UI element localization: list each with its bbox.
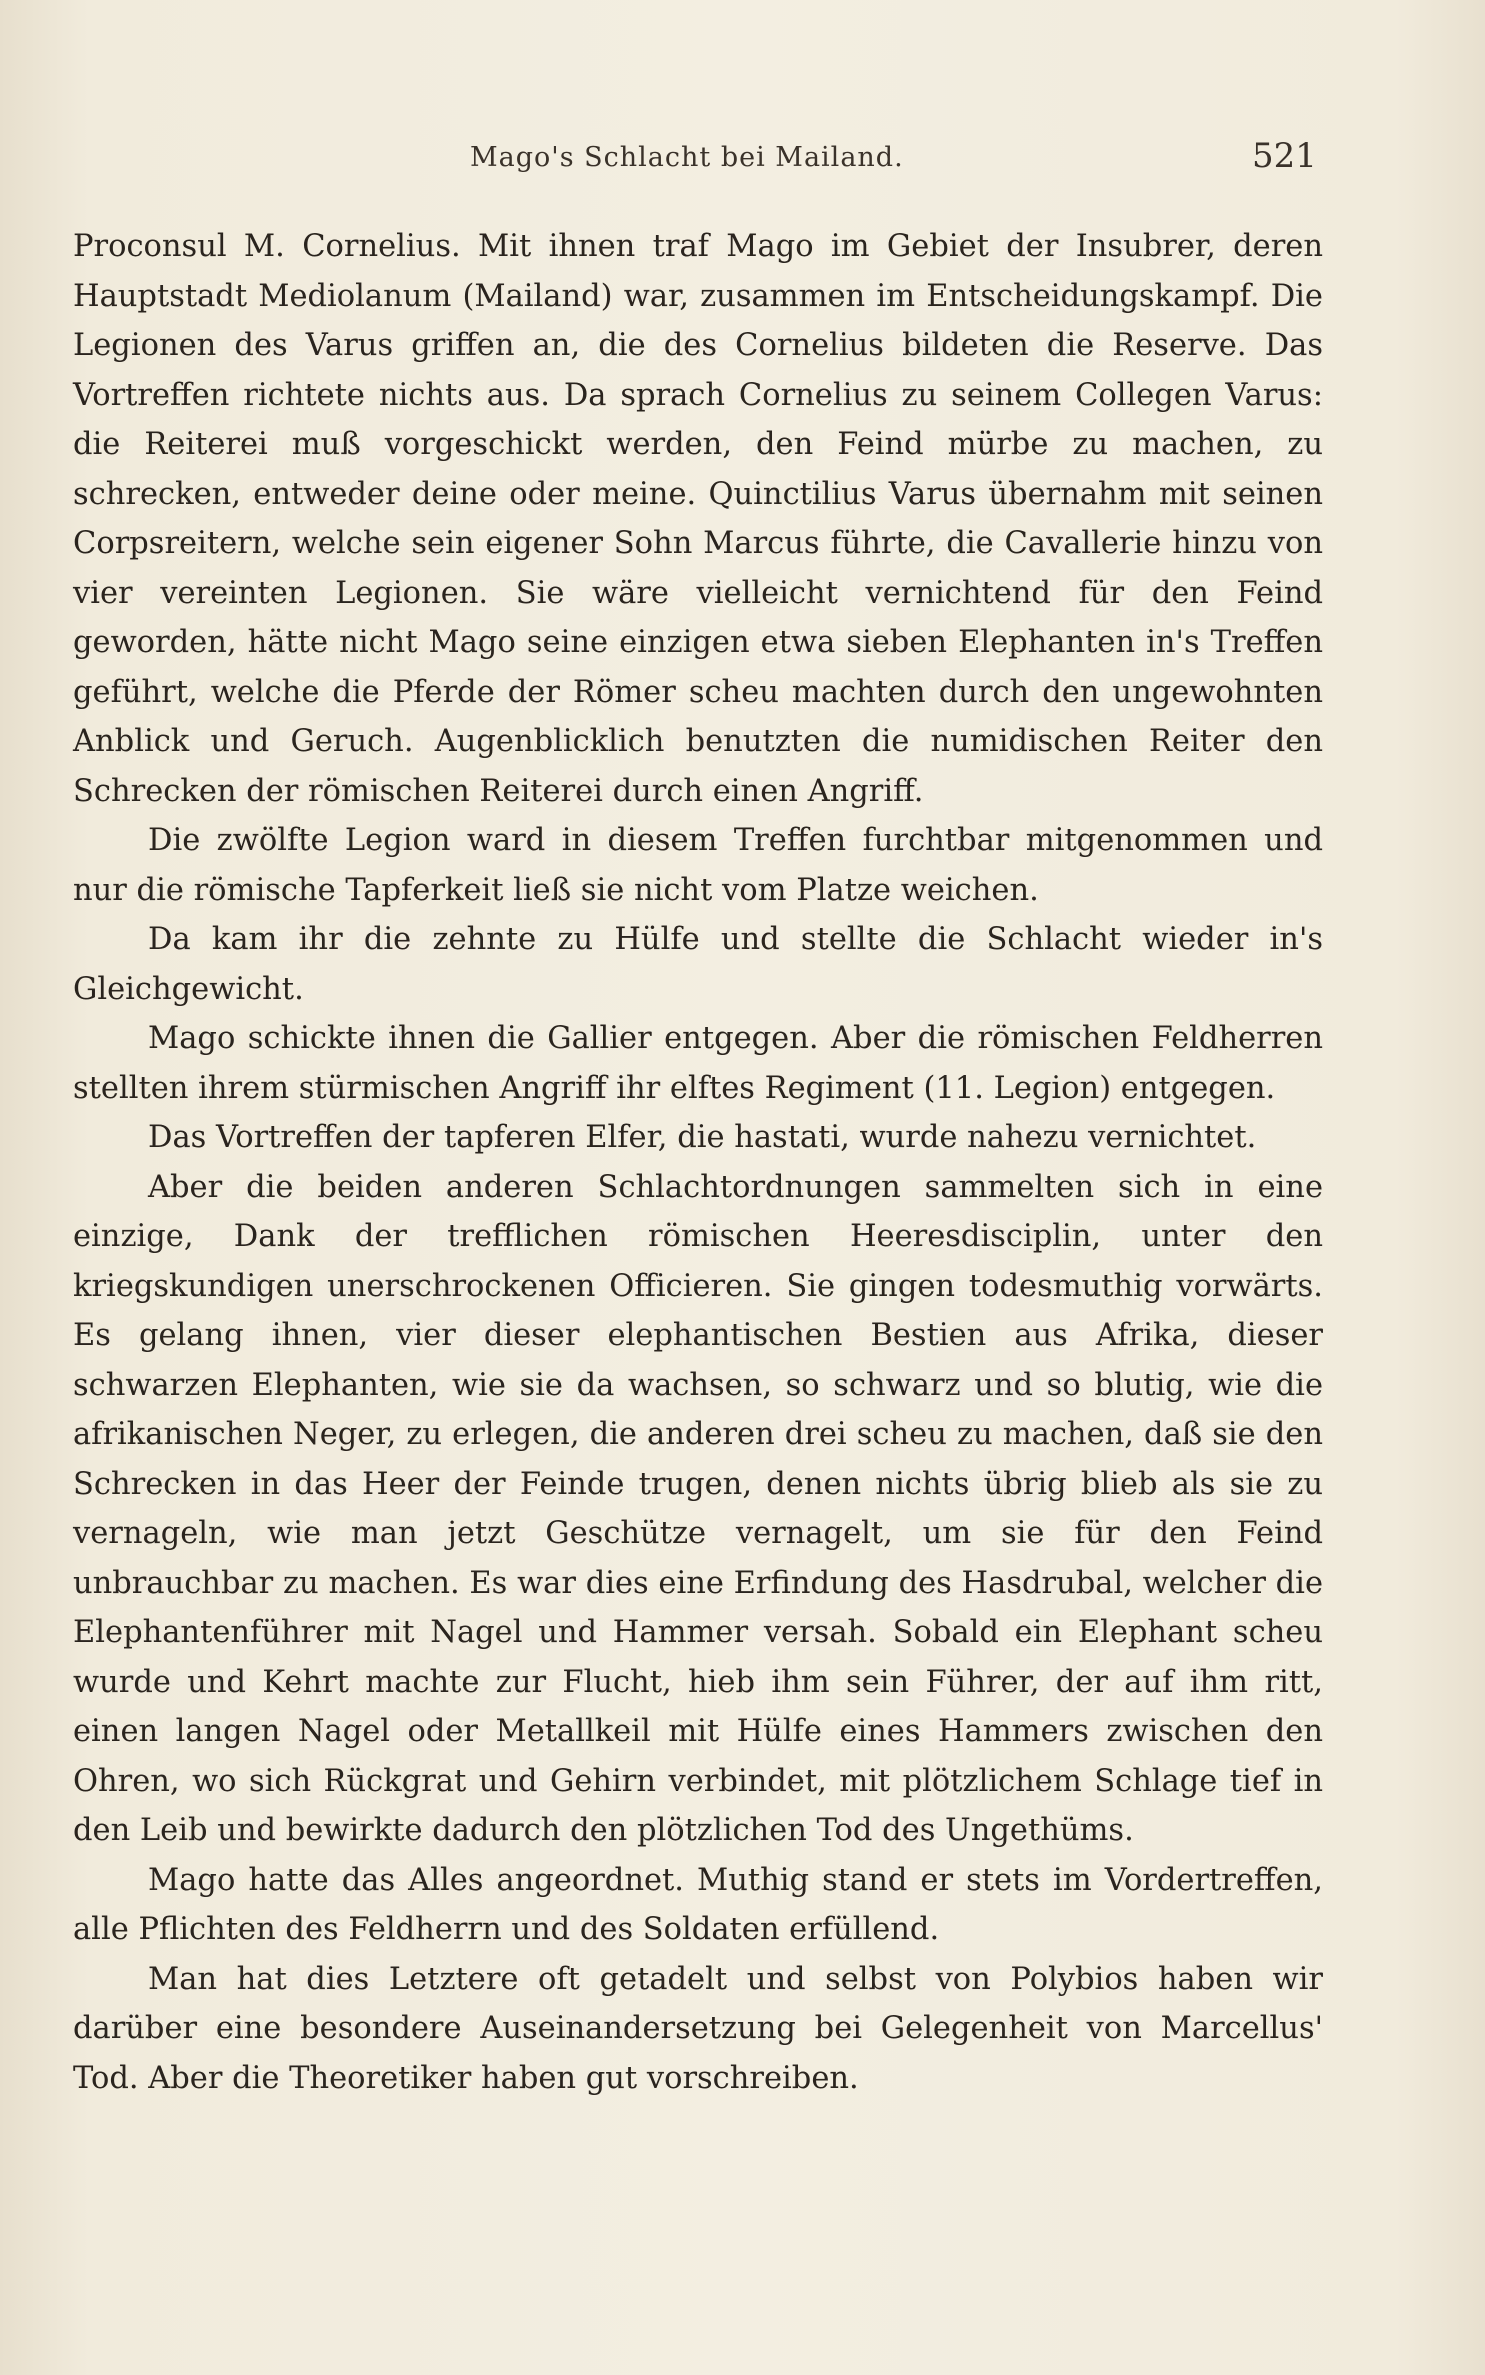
paragraph: Da kam ihr die zehnte zu Hülfe und stellte die Schlacht wieder in's Gleichgewicht. [73, 922, 1323, 1007]
running-title: Mago's Schlacht bei Mailand. [470, 142, 904, 173]
body-text [73, 222, 1323, 2103]
paragraph: Man hat dies Letztere oft getadelt und selbst von Polybios haben wir darüber eine besondere Auseinandersetzung bei Gelegenheit von Marcellus' Tod. Aber die Theoretiker haben gut vorschreiben. [73, 1961, 1323, 2096]
paragraph: Mago schickte ihnen die Gallier entgegen. Aber die römischen Feldherren stellten ihrem stürmischen Angriff ihr elftes Regiment (11. Legion) entgegen. [73, 1021, 1323, 1106]
paragraph: Aber die beiden anderen Schlachtordnungen sammelten sich in eine einzige, Dank der trefflichen römischen Heeresdisciplin, unter den kriegskundigen unerschrockenen Officieren. Sie gingen todesmuthig vorwärts. Es gelang ihnen, vier dieser elephantischen Bestien aus Afrika, dieser schwarzen Elephanten, wie sie da wachsen, so schwarz und so blutig, wie die afrikanischen Neger, zu erlegen, die anderen drei scheu zu machen, daß sie den Schrecken in das Heer der Feinde trugen, denen nichts übrig blieb als sie zu vernageln, wie man jetzt Geschütze vernagelt, um sie für den Feind unbrauchbar zu machen. Es war dies eine Erfindung des Hasdrubal, welcher die Elephantenführer mit Nagel und Hammer versah. Sobald ein Elephant scheu wurde und Kehrt machte zur Flucht, hieb ihm sein Führer, der auf ihm ritt, einen langen Nagel oder Metallkeil mit Hülfe eines Hammers zwischen den Ohren, wo sich Rückgrat und Gehirn verbindet, mit plötzlichem Schlage tief in den Leib und bewirkte dadurch den plötzlichen Tod des Ungethüms. [73, 1169, 1323, 1848]
paragraph: Mago hatte das Alles angeordnet. Muthig stand er stets im Vordertreffen, alle Pflichten des Feldherrn und des Soldaten erfüllend. [73, 1862, 1323, 1947]
paragraph: Das Vortreffen der tapferen Elfer, die hastati, wurde nahezu vernichtet. [148, 1120, 1257, 1155]
paragraph: Proconsul M. Cornelius. Mit ihnen traf Mago im Gebiet der Insubrer, deren Hauptstadt Mediolanum (Mailand) war, zusammen im Entscheidungskampf. Die Legionen des Varus griffen an, die des Cornelius bildeten die Reserve. Das Vortreffen richtete nichts aus. Da sprach Cornelius zu seinem Collegen Varus: die Reiterei muß vorgeschickt werden, den Feind mürbe zu machen, zu schrecken, entweder deine oder meine. Quinctilius Varus übernahm mit seinen Corpsreitern, welche sein eigener Sohn Marcus führte, die Cavallerie hinzu von vier vereinten Legionen. Sie wäre vielleicht vernichtend für den Feind geworden, hätte nicht Mago seine einzigen etwa sieben Elephanten in's Treffen geführt, welche die Pferde der Römer scheu machten durch den ungewohnten Anblick und Geruch. Augenblicklich benutzten die numidischen Reiter den Schrecken der römischen Reiterei durch einen Angriff. [73, 229, 1323, 809]
page-number: 521 [1252, 136, 1317, 176]
paragraph: Die zwölfte Legion ward in diesem Treffen furchtbar mitgenommen und nur die römische Tapferkeit ließ sie nicht vom Platze weichen. [73, 823, 1323, 908]
